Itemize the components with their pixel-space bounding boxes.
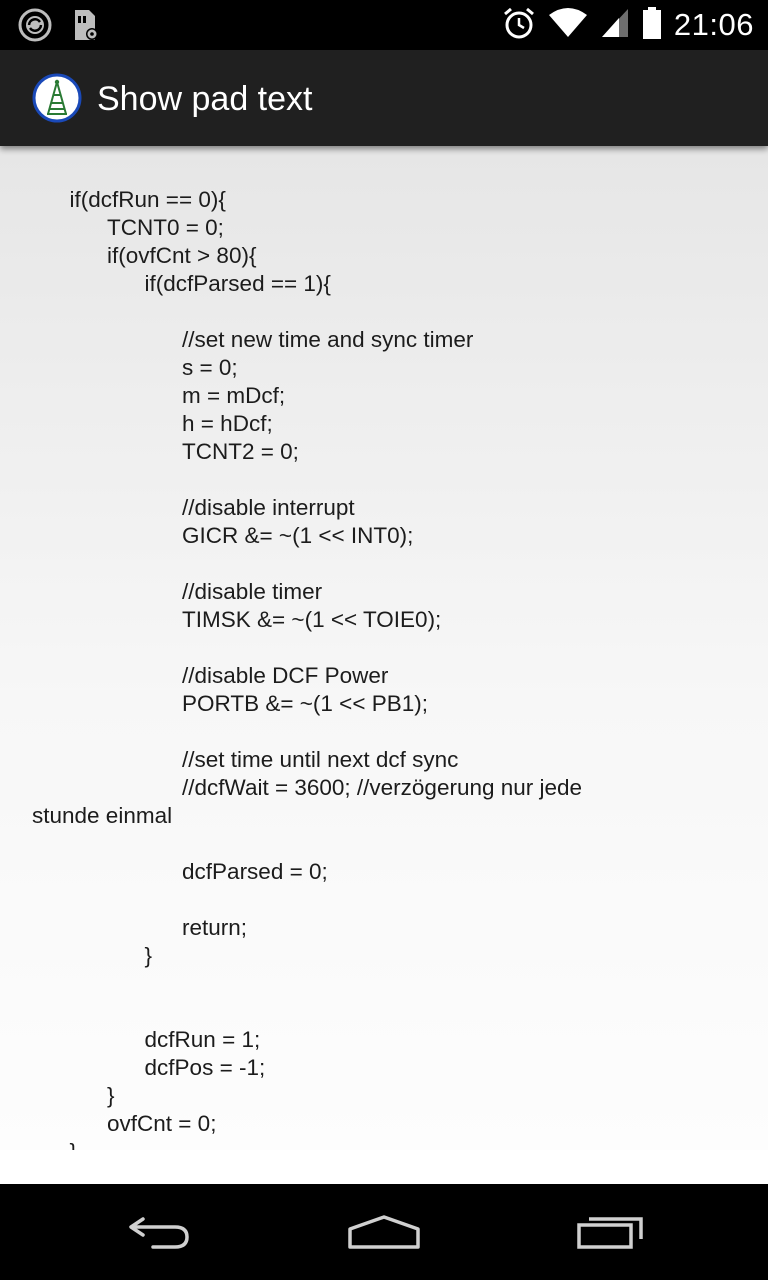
tower-icon[interactable] bbox=[32, 73, 82, 123]
page-title: Show pad text bbox=[97, 80, 313, 118]
home-icon bbox=[346, 1211, 422, 1256]
cell-signal-icon bbox=[600, 7, 630, 44]
wifi-icon bbox=[548, 7, 588, 44]
home-button[interactable] bbox=[329, 1206, 439, 1260]
sync-icon bbox=[18, 8, 52, 47]
back-icon bbox=[123, 1211, 195, 1256]
pad-text-view[interactable] bbox=[0, 146, 768, 1150]
back-button[interactable] bbox=[104, 1206, 214, 1260]
recent-apps-icon bbox=[575, 1211, 647, 1256]
content-bottom-strip bbox=[0, 1150, 768, 1184]
recent-apps-button[interactable] bbox=[556, 1206, 666, 1260]
status-bar bbox=[0, 0, 768, 50]
pad-text: if(dcfRun == 0){ TCNT0 = 0; if(ovfCnt > 80){ if(dcfParsed == 1){ //set new time and sync timer s = 0; m = mDcf; h = hDcf; TCNT2 = 0; //disable interrupt GICR &= ~(1 << INT0); //disable timer TIMSK &= ~(1 << TOIE0); //disable DCF Power PORTB &= ~(1 << PB1); //set time until next dcf sync //dcfWait = 3600; //verzögerung nur jede stunde einmal dcfParsed = 0; return; } dcfRun = 1; dcfPos = -1; } ovfCnt = 0; bbox=[32, 187, 583, 1136]
action-bar bbox=[0, 50, 768, 146]
alarm-clock-icon bbox=[502, 6, 536, 45]
status-clock: 21:06 bbox=[673, 7, 754, 42]
sd-card-settings-icon bbox=[72, 8, 100, 47]
battery-icon bbox=[642, 6, 662, 45]
navigation-bar bbox=[0, 1184, 768, 1280]
